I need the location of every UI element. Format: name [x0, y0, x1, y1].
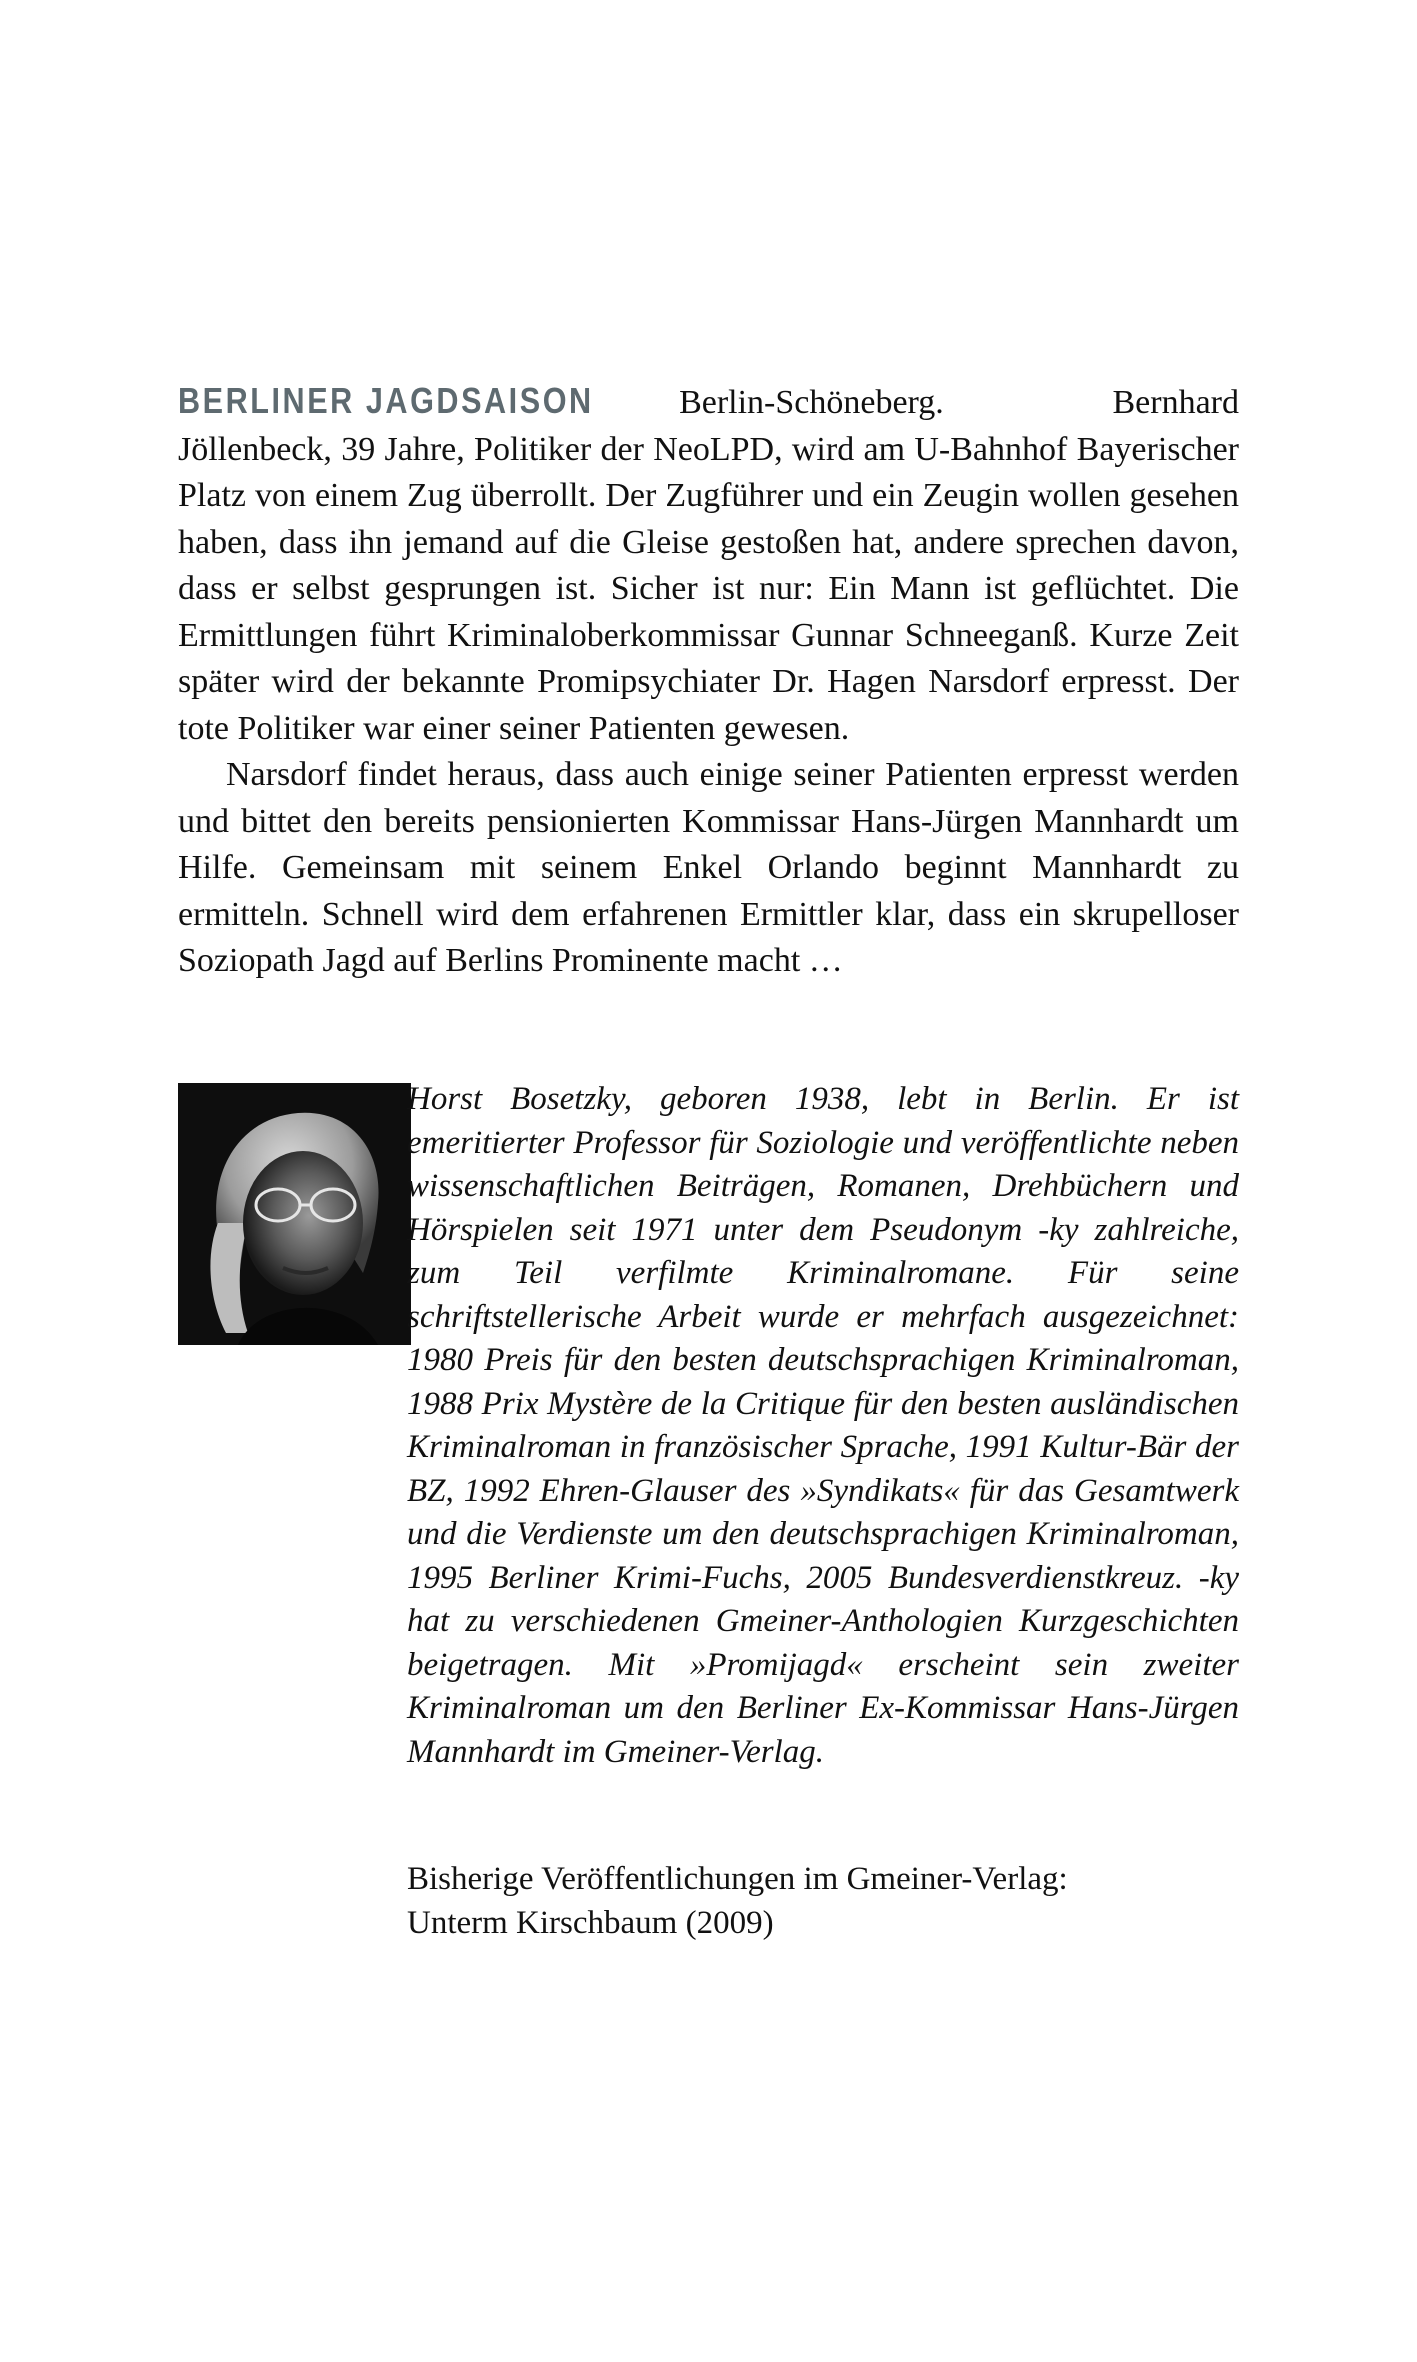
- publication-item: Unterm Kirschbaum (2009): [407, 1904, 774, 1941]
- author-portrait-icon: [178, 1083, 411, 1345]
- author-bio-text: Horst Bosetzky, geboren 1938, lebt in Berlin. Er ist emeritierter Professor für Soziologie und veröffentlichte neben wissenschaftlichen Beiträgen, Romanen, Drehbüchern und Hörspielen seit 1971 unter dem Pseudonym -ky zahlreiche, zum Teil verfilmte Kriminalromane. Für seine schriftstellerische Arbeit wurde er mehrfach ausgezeichnet: 1980 Preis für den besten deutschsprachigen Kriminalroman, 1988 Prix Mystère de la Critique für den besten ausländischen Kriminalroman in französischer Sprache, 1991 Kultur-Bär der BZ, 1992 Ehren-Glauser des »Syndikats« für das Gesamtwerk und die Verdienste um den deutschsprachigen Kriminalroman, 1995 Berliner Krimi-Fuchs, 2005 Bundesverdienstkreuz. -ky hat zu verschiedenen Gmeiner-Anthologien Kurzgeschichten beigetragen. Mit »Promijagd« erscheint sein zweiter Kriminalroman um den Berliner Ex-Kommissar Hans-Jürgen Mannhardt im Gmeiner-Verlag.: [407, 1081, 1239, 1770]
- author-bio: [407, 1078, 1239, 1774]
- book-title: BERLINER JAGDSAISON: [178, 380, 594, 421]
- blurb-text-1: Berlin-Schöneberg. Bernhard Jöllenbeck, 39 Jahre, Politiker der NeoLPD, wird am U-Bahnhof Bayerischer Platz von einem Zug überrollt. Der Zugführer und ein Zeugin wollen gesehen haben, dass ihn jemand auf die Gleise gestoßen hat, andere sprechen davon, dass er selbst gesprungen ist. Sicher ist nur: Ein Mann ist geflüchtet. Die Ermittlungen führt Kriminaloberkommissar Gunnar Schneeganß. Kurze Zeit später wird der bekannte Promipsychiater Dr. Hagen Narsdorf erpresst. Der tote Politiker war einer seiner Patienten gewesen.: [178, 384, 1239, 747]
- blurb-paragraph-2: Narsdorf findet heraus, dass auch einige seiner Patienten erpresst werden und bittet den bereits pensionierten Kommissar Hans-Jürgen Mannhardt um Hilfe. Gemeinsam mit seinem Enkel Orlando beginnt Mannhardt zu ermitteln. Schnell wird dem erfahrenen Ermittler klar, dass ein skrupelloser Soziopath Jagd auf Berlins Prominente macht …: [178, 756, 1239, 979]
- author-photo: [178, 1083, 411, 1345]
- blurb-paragraph-1: [178, 378, 1239, 752]
- publications-heading: Bisherige Veröffentlichungen im Gmeiner-Verlag:: [407, 1861, 1068, 1897]
- publications-list: [407, 1858, 1239, 1945]
- book-blurb: [178, 378, 1239, 985]
